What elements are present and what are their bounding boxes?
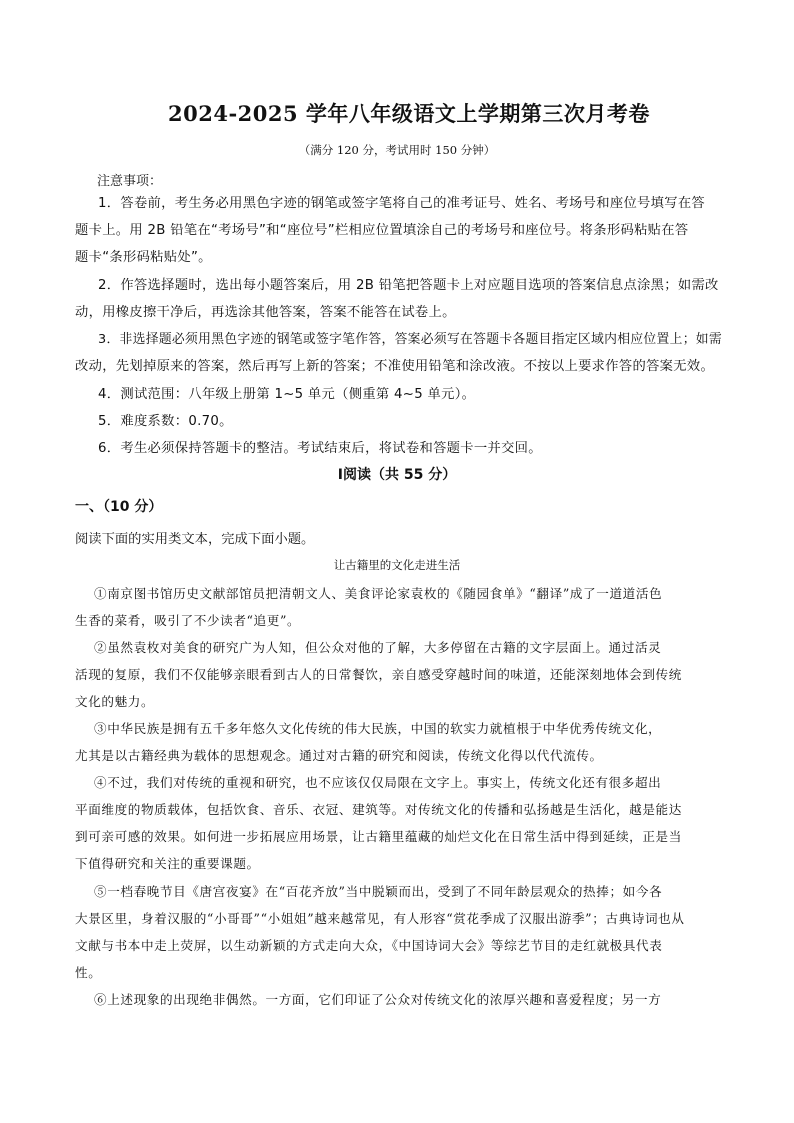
notice-line: 改动，先划掉原来的答案，然后再写上新的答案；不准使用铅笔和涂改液。不按以上要求作答的答案无效。 [75,359,715,374]
notice-line: 6．考生必须保持答题卡的整洁。考试结束后，将试卷和答题卡一并交回。 [98,441,542,456]
notice-line: 5．难度系数：0.70。 [98,414,233,429]
notice-item [75,435,725,462]
question-heading: 一、（10 分） [75,499,163,515]
paragraph-line: ④不过，我们对传统的重视和研究，也不应该仅仅局限在文字上。事实上，传统文化还有很多超出 [94,775,662,790]
paragraph-line: 尤其是以古籍经典为载体的思想观念。通过对古籍的研究和阅读，传统文化得以代代流传。 [75,748,603,763]
notice-heading: 注意事项： [97,174,163,189]
paragraph-line: 平面维度的物质载体，包括饮食、音乐、衣冠、建筑等。对传统文化的传播和弘扬越是生活化，越是能达 [75,802,682,817]
paragraph-line: ⑥上述现象的出现绝非偶然。一方面，它们印证了公众对传统文化的浓厚兴趣和喜爱程度；另一方 [94,992,662,1007]
notice-item [75,381,725,408]
paragraph-line: ①南京图书馆历史文献部馆员把清朝文人、美食评论家袁枚的《随园食单》“翻译”成了一道道活色 [94,586,663,601]
notice-line: 1．答卷前，考生务必用黑色字迹的钢笔或签字笔将自己的准考证号、姓名、考场号和座位号填写在答 [98,196,706,211]
paragraph-line: 文化的魅力。 [75,694,155,709]
article-title: 让古籍里的文化走进生活 [333,558,461,572]
article-paragraph [75,878,725,986]
article-paragraph [75,986,725,1013]
paragraph-line: ③中华民族是拥有五千多年悠久文化传统的伟大民族，中国的软实力就植根于中华优秀传统文化， [94,721,662,736]
paragraph-line: ②虽然袁枚对美食的研究广为人知，但公众对他的了解，大多停留在古籍的文字层面上。通过活灵 [94,640,662,655]
paragraph-line: 生香的菜肴，吸引了不少读者“追更”。 [75,613,301,628]
article-paragraph [75,580,725,634]
question-instruction: 阅读下面的实用类文本，完成下面小题。 [75,532,315,547]
article-paragraph [75,769,725,877]
paragraph-line: 大景区里，身着汉服的“小哥哥”“小姐姐”越来越常见，有人形容“赏花季成了汉服出游季”；古典诗词也从 [75,911,685,926]
notice-line: 3．非选择题必须用黑色字迹的钢笔或签字笔作答，答案必须写在答题卡各题目指定区域内相应位置上；如需 [98,332,722,347]
paragraph-line: 活现的复原，我们不仅能够亲眼看到古人的日常餐饮，亲自感受穿越时间的味道，还能深刻地体会到传统 [75,667,682,682]
notice-line: 2．作答选择题时，选出每小题答案后，用 2B 铅笔把答题卡上对应题目选项的答案信息点涂黑；如需改 [98,278,719,293]
exam-subtitle: （满分 120 分，考试用时 150 分钟） [298,143,496,157]
paragraph-line: 到可亲可感的效果。如何进一步拓展应用场景，让古籍里蕴藏的灿烂文化在日常生活中得到延续，正是当 [75,829,682,844]
notice-line: 动，用橡皮擦干净后，再选涂其他答案，答案不能答在试卷上。 [75,305,456,320]
notice-line: 题卡上。用 2B 铅笔在“考场号”和“座位号”栏相应位置填涂自己的考场号和座位号。将条形码粘贴在答 [75,223,689,238]
notice-item [75,272,725,326]
paragraph-line: 文献与书本中走上荧屏，以生动新颖的方式走向大众，《中国诗词大会》等综艺节目的走红就极具代表 [75,938,663,953]
paragraph-line: 性。 [75,965,102,980]
article-paragraph [75,634,725,715]
notice-line: 4．测试范围：八年级上册第 1~5 单元（侧重第 4~5 单元）。 [98,387,476,402]
notice-item [75,190,725,271]
paragraph-line: 下值得研究和关注的重要课题。 [75,856,260,871]
exam-title: 2024-2025 学年八年级语文上学期第三次月考卷 [168,101,650,126]
section-heading: Ⅰ阅读（共 55 分） [337,467,457,483]
notice-item [75,408,725,435]
notice-item [75,326,725,380]
notice-line: 题卡“条形码粘贴处”。 [75,250,212,265]
paragraph-line: ⑤一档春晚节目《唐宫夜宴》在“百花齐放”当中脱颖而出，受到了不同年龄层观众的热捧；如今各 [94,884,663,899]
article-paragraph [75,715,725,769]
